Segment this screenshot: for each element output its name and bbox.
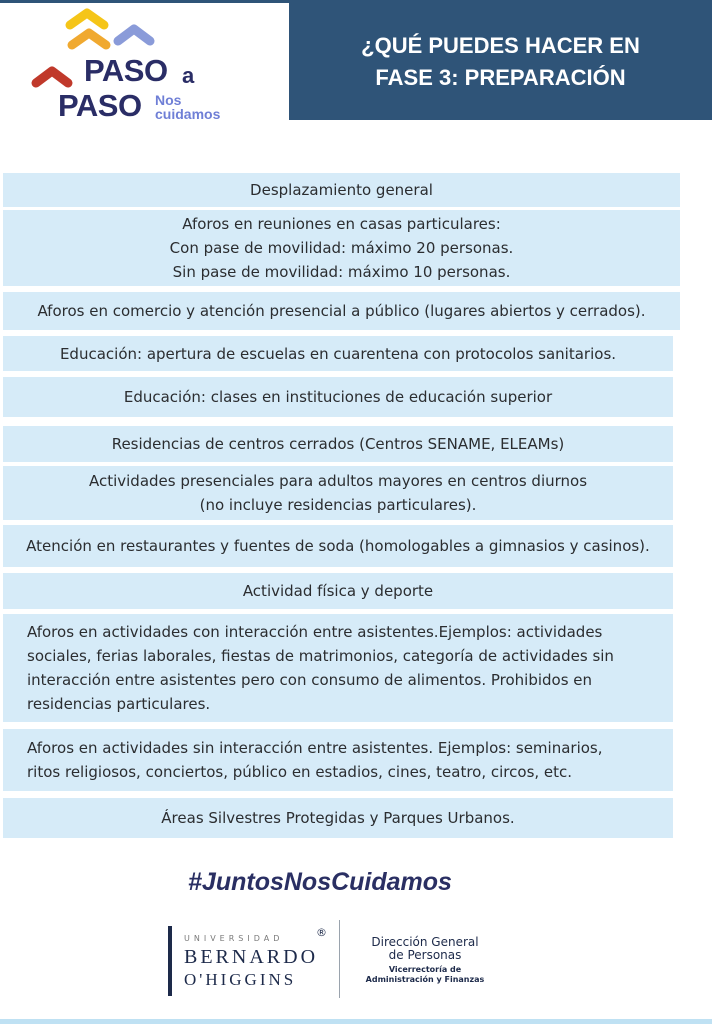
university-name-2: O'HIGGINS (184, 970, 297, 989)
paso-a-paso-logo (28, 5, 258, 123)
bottom-border (0, 1019, 712, 1024)
department-line-4: Administración y Finanzas (365, 975, 485, 984)
activity-line: Desplazamiento general (250, 181, 433, 199)
activity-line: Aforos en reuniones en casas particulares: (182, 215, 501, 233)
activity-line: Aforos en actividades sin interacción entre asistentes. Ejemplos: seminarios, (27, 739, 603, 757)
department-line-3: Vicerrectoría de (388, 965, 462, 974)
activity-box (3, 336, 673, 371)
logo-paso-word-2: PASO (58, 88, 142, 123)
logo-cuidamos-word: cuidamos (155, 106, 221, 122)
activity-box (3, 210, 680, 286)
activity-line: Áreas Silvestres Protegidas y Parques Urbanos. (161, 809, 515, 827)
activity-line: Residencias de centros cerrados (Centros SENAME, ELEAMs) (111, 435, 565, 453)
registered-mark: ® (316, 926, 327, 939)
activity-line: Educación: clases en instituciones de educación superior (123, 388, 553, 406)
activity-line: Educación: apertura de escuelas en cuarentena con protocolos sanitarios. (59, 344, 617, 363)
activity-line: sociales, ferias laborales, fiestas de matrimonios, categoría de actividades sin (27, 647, 614, 665)
activity-line: Con pase de movilidad: máximo 20 personas. (169, 239, 514, 257)
title-line-1: ¿QUÉ PUEDES HACER EN (361, 32, 640, 58)
logo-a-word: a (182, 63, 195, 88)
logo-paso-word: PASO (84, 53, 168, 88)
university-logo-bar (168, 926, 172, 996)
activity-line: Aforos en actividades con interacción entre asistentes.Ejemplos: actividades (27, 623, 603, 641)
activity-box (3, 466, 673, 520)
logo-nos-word: Nos (155, 92, 182, 108)
university-label: UNIVERSIDAD (184, 934, 284, 943)
activity-line: residencias particulares. (27, 695, 211, 713)
hashtag: #JuntosNosCuidamos (188, 868, 452, 896)
title-line-2: FASE 3: PREPARACIÓN (375, 64, 626, 90)
department-line-2: de Personas (388, 948, 462, 962)
activity-line: Actividades presenciales para adultos mayores en centros diurnos (88, 472, 588, 490)
activity-box (3, 426, 673, 462)
university-name-1: BERNARDO (184, 946, 319, 968)
activity-line: Aforos en comercio y atención presencial a público (lugares abiertos y cerrados). (37, 302, 646, 320)
activity-line: Sin pase de movilidad: máximo 10 personas. (172, 263, 511, 281)
activity-box (3, 729, 673, 791)
activity-box (3, 377, 673, 417)
activity-box (3, 292, 680, 330)
activity-box (3, 173, 680, 207)
activity-box (3, 573, 673, 609)
activity-line: ritos religiosos, conciertos, público en estadios, cines, teatro, circos, etc. (27, 763, 573, 781)
activity-box (3, 614, 673, 722)
department-line-1: Dirección General (371, 935, 479, 949)
activity-line: Atención en restaurantes y fuentes de soda (homologables a gimnasios y casinos). (26, 537, 650, 555)
activity-line: (no incluye residencias particulares). (199, 496, 477, 514)
activity-line: Actividad física y deporte (242, 582, 434, 600)
activity-line: interacción entre asistentes pero con consumo de alimentos. Prohibidos en (27, 671, 593, 689)
university-logo (168, 922, 328, 998)
activity-box (3, 525, 673, 567)
activity-box (3, 798, 673, 838)
phase-title-banner (289, 3, 712, 120)
department-logo (350, 936, 500, 985)
footer-divider (339, 920, 340, 998)
